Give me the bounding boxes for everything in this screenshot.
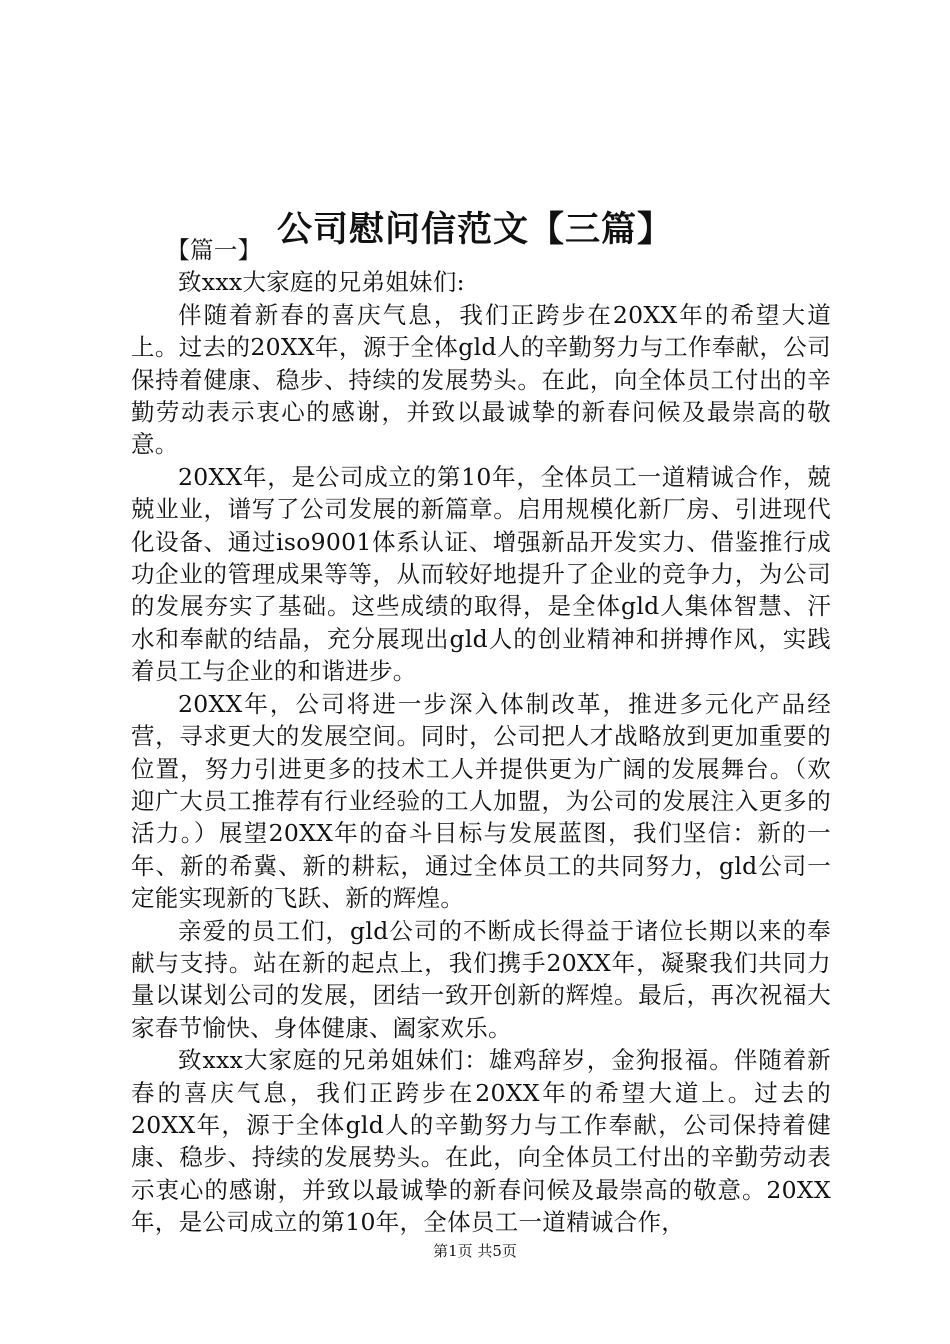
paragraph: 20XX年，是公司成立的第10年，全体员工一道精诚合作，兢兢业业，谱写了公司发展的新篇章。启用规模化新厂房、引进现代化设备、通过iso9001体系认证、增强新品开发实力、借鉴推行成功企业的管理成果等等，从而较好地提升了企业的竞争力，为公司的发展夯实了基础。这些成绩的取得，是全体gld人集体智慧、汗水和奉献的结晶，充分展现出gld人的创业精神和拼搏作风，实践着员工与企业的和谐进步。: [131, 462, 831, 686]
document-body: [131, 234, 831, 1239]
page-title: 公司慰问信范文【三篇】: [276, 209, 673, 251]
page-footer: 第1页 共5页: [433, 1242, 517, 1260]
paragraph: 伴随着新春的喜庆气息，我们正跨步在20XX年的希望大道上。过去的20XX年，源于全体gld人的辛勤努力与工作奉献，公司保持着健康、稳步、持续的发展势头。在此，向全体员工付出的辛勤劳动表示衷心的感谢，并致以最诚挚的新春问候及最崇高的敬意。: [131, 300, 831, 459]
paragraph: 20XX年，公司将进一步深入体制改革，推进多元化产品经营，寻求更大的发展空间。同时，公司把人才战略放到更加重要的位置，努力引进更多的技术工人并提供更为广阔的发展舞台。（欢迎广大员工推荐有行业经验的工人加盟，为公司的发展注入更多的活力。）展望20XX年的奋斗目标与发展蓝图，我们坚信：新的一年、新的希冀、新的耕耘，通过全体员工的共同努力，gld公司一定能实现新的飞跃、新的辉煌。: [131, 689, 831, 913]
section-label: 【篇一】: [166, 236, 262, 264]
paragraph: 致xxx大家庭的兄弟姐妹们：雄鸡辞岁，金狗报福。伴随着新春的喜庆气息，我们正跨步在20XX年的希望大道上。过去的20XX年，源于全体gld人的辛勤努力与工作奉献，公司保持着健康、稳步、持续的发展势头。在此，向全体员工付出的辛勤劳动表示衷心的感谢，并致以最诚挚的新春问候及最崇高的敬意。20XX年，是公司成立的第10年，全体员工一道精诚合作，: [131, 1046, 831, 1237]
salutation: 致xxx大家庭的兄弟姐妹们:: [178, 268, 465, 297]
paragraph: 亲爱的员工们，gld公司的不断成长得益于诸位长期以来的奉献与支持。站在新的起点上，我们携手20XX年，凝聚我们共同力量以谋划公司的发展，团结一致开创新的辉煌。最后，再次祝福大家春节愉快、身体健康、阖家欢乐。: [131, 916, 831, 1042]
